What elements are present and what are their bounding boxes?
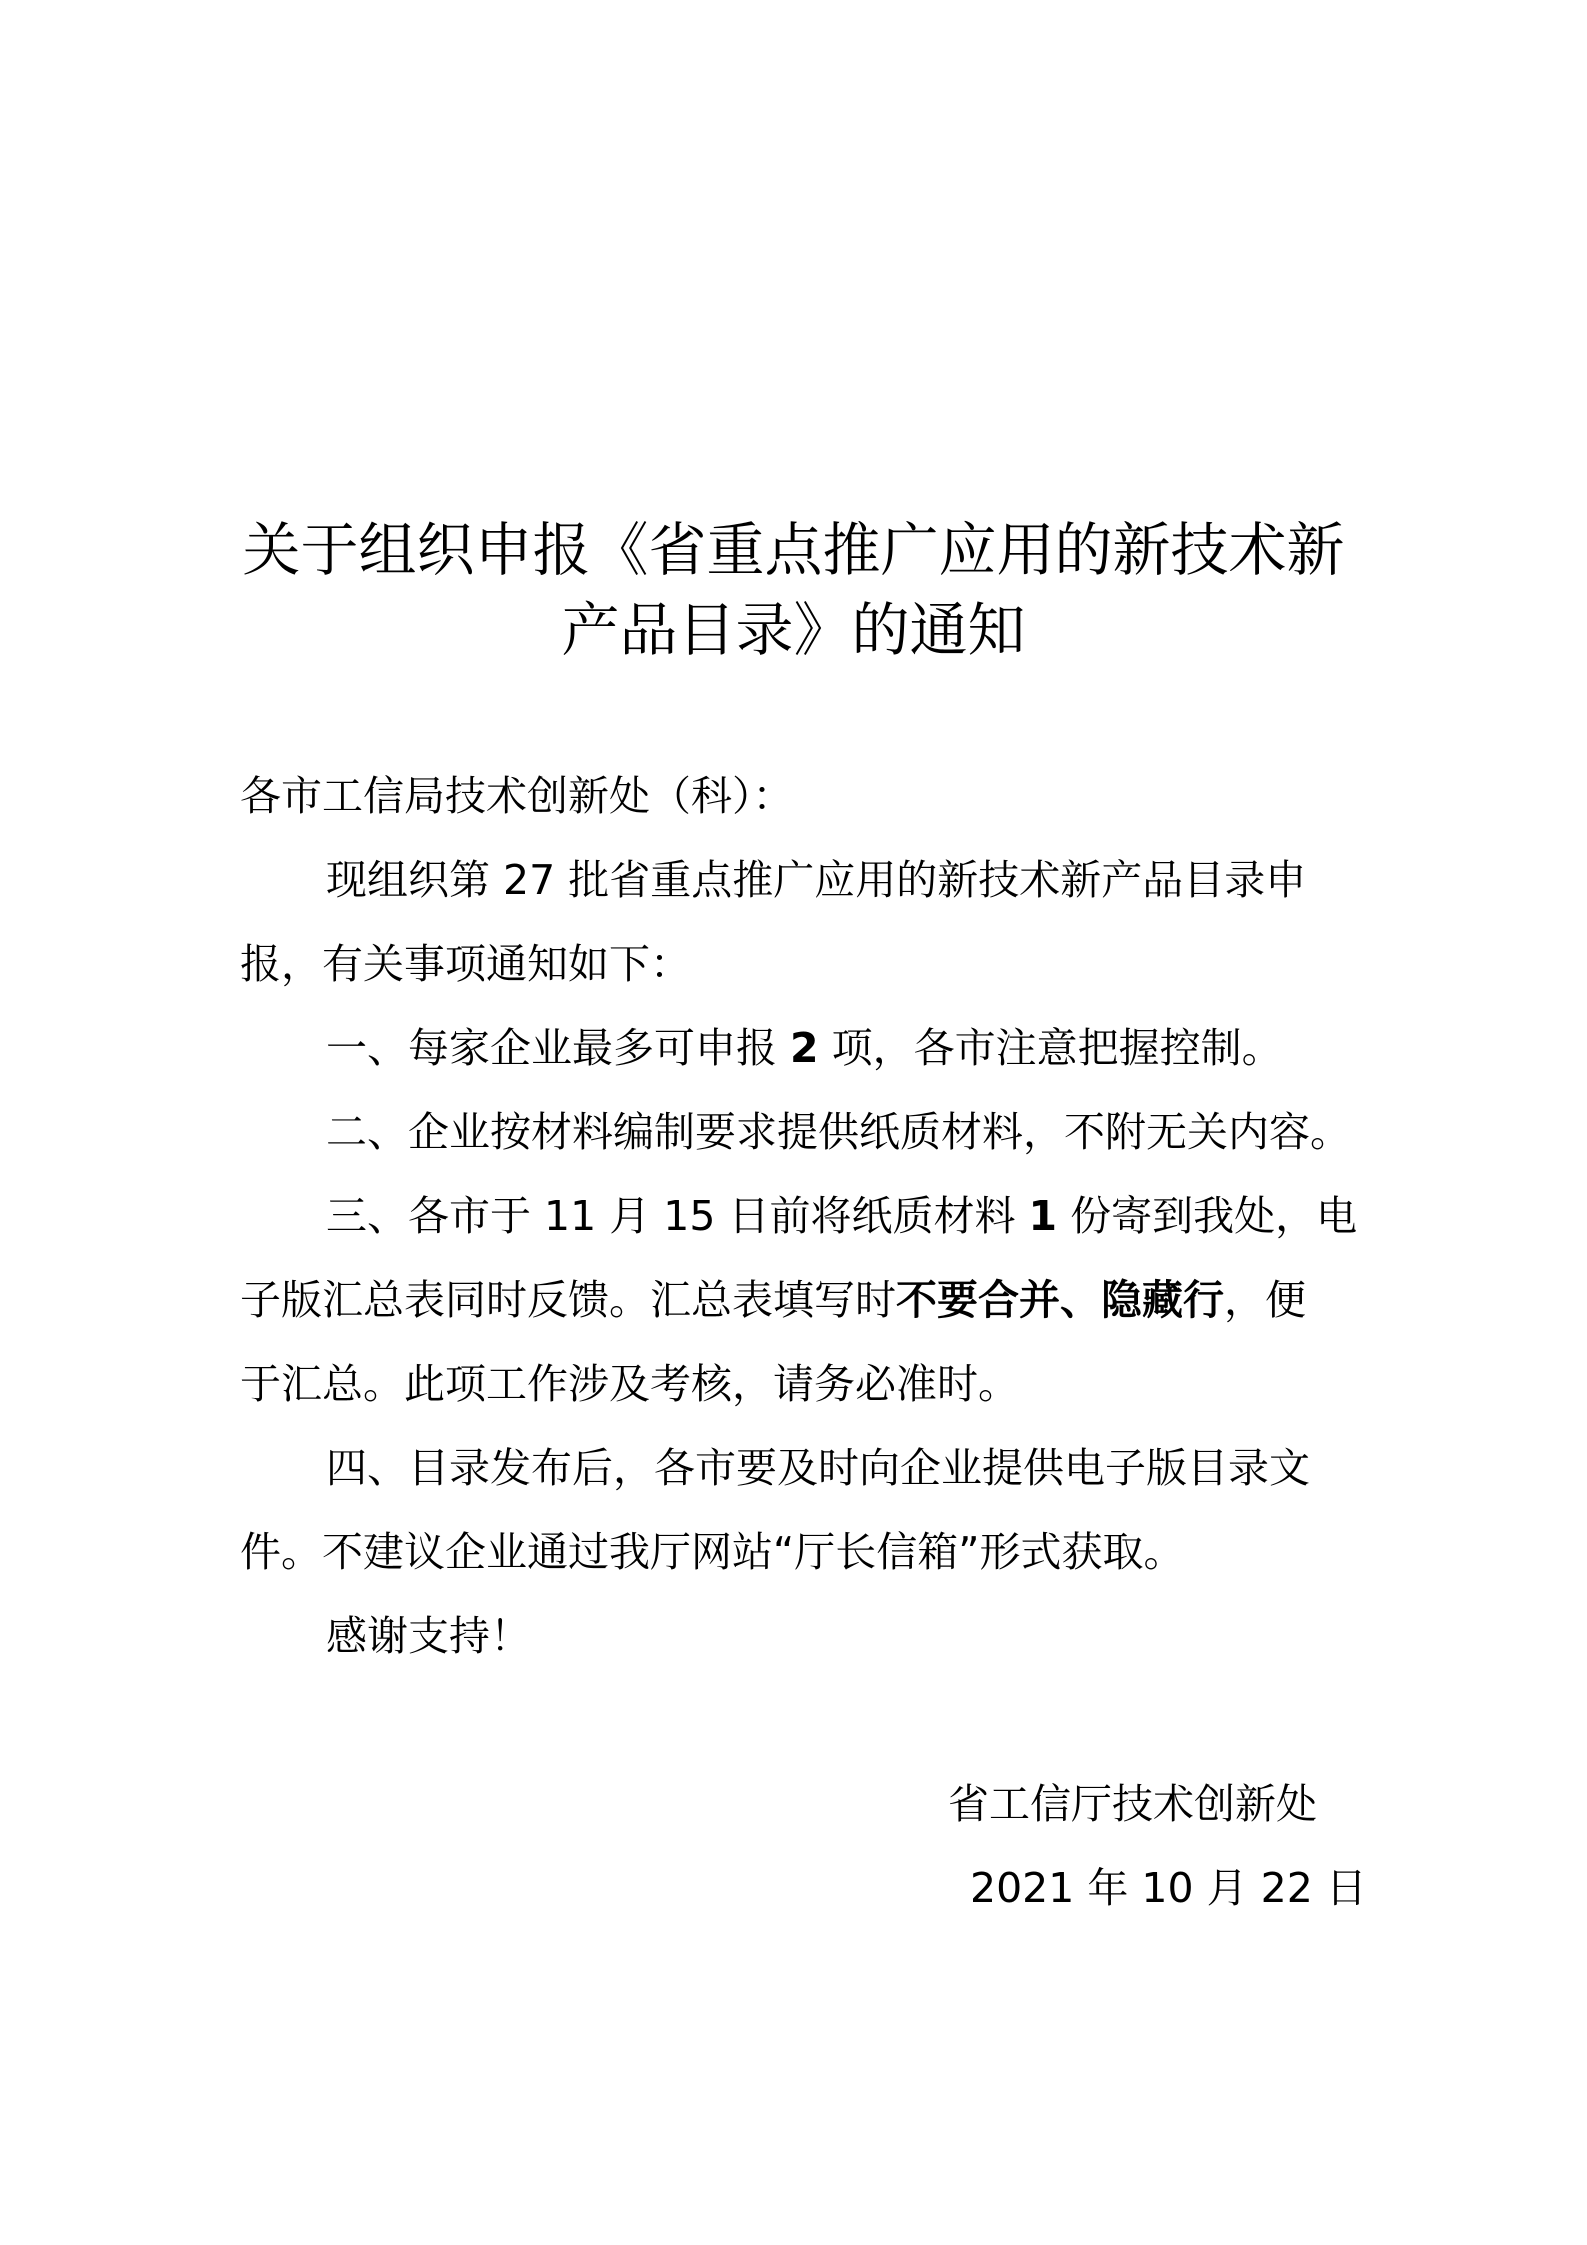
document-title-line-1: 关于组织申报《省重点推广应用的新技术新 <box>242 516 1345 584</box>
item-1 <box>326 1018 1283 1078</box>
item-1-text-pre: 一、每家企业最多可申报 <box>326 1024 791 1072</box>
item-4-line-2: 件。不建议企业通过我厅网站“厅长信箱”形式获取。 <box>240 1528 1185 1576</box>
salutation: 各市工信局技术创新处（科）： <box>240 772 794 820</box>
thanks-text: 感谢支持！ <box>326 1612 531 1660</box>
item-3-line-3: 于汇总。此项工作涉及考核，请务必准时。 <box>240 1360 1019 1408</box>
item-3-line-1-post: 份寄到我处，电 <box>1057 1192 1358 1240</box>
item-3-line-2-post: ，便 <box>1224 1276 1306 1324</box>
signature-date: 2021 年 10 月 22 日 <box>970 1864 1367 1912</box>
document-title-line-2: 产品目录》的通知 <box>561 596 1026 664</box>
intro-line-1: 现组织第 27 批省重点推广应用的新技术新产品目录申 <box>326 856 1307 904</box>
item-3-line-1 <box>326 1186 1357 1246</box>
item-3-copy-count: 1 <box>1028 1192 1058 1240</box>
item-1-count: 2 <box>790 1024 819 1072</box>
item-3-line-1-pre: 三、各市于 11 月 15 日前将纸质材料 <box>326 1192 1029 1240</box>
item-2: 二、企业按材料编制要求提供纸质材料，不附无关内容。 <box>326 1108 1351 1156</box>
intro-line-2: 报，有关事项通知如下： <box>240 940 691 988</box>
item-3-emphasis: 不要合并、隐藏行 <box>896 1276 1224 1324</box>
signature-org: 省工信厅技术创新处 <box>948 1780 1317 1828</box>
item-1-text-post: 项，各市注意把握控制。 <box>818 1024 1283 1072</box>
item-4-line-1: 四、目录发布后，各市要及时向企业提供电子版目录文 <box>326 1444 1310 1492</box>
item-3-line-2 <box>240 1270 1306 1330</box>
item-3-line-2-pre: 子版汇总表同时反馈。汇总表填写时 <box>240 1276 896 1324</box>
